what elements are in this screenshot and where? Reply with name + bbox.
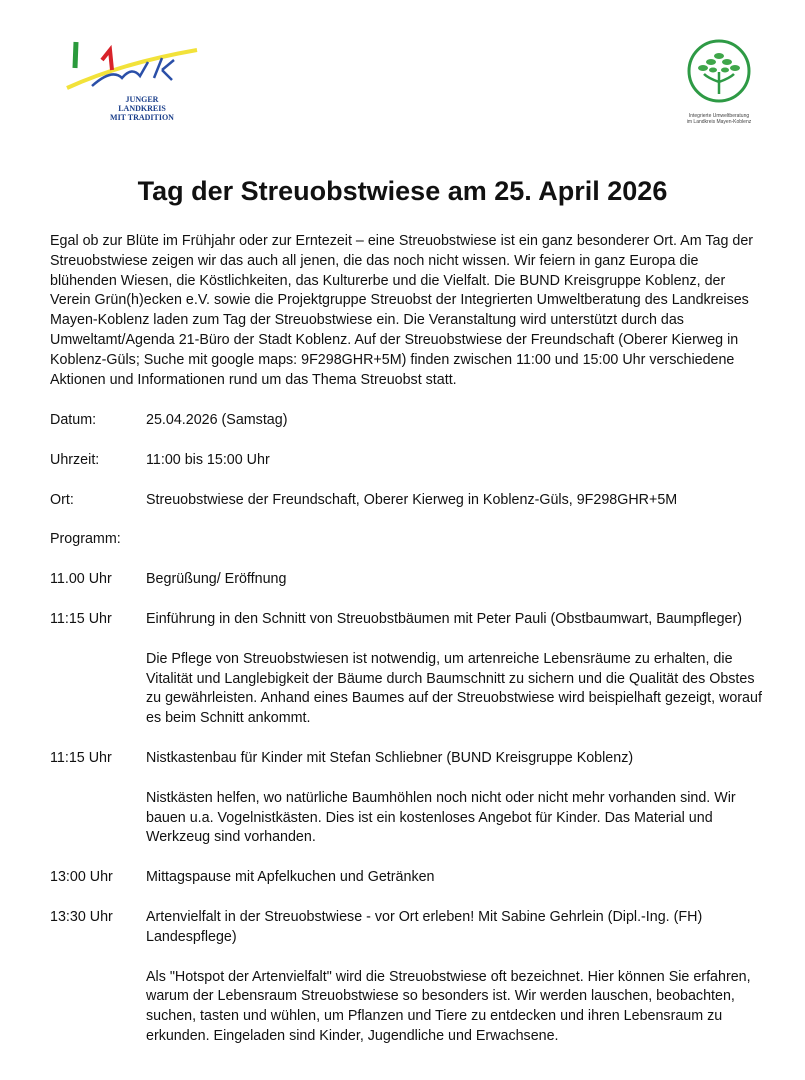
program-description: Als "Hotspot der Artenvielfalt" wird die Streuobstwiese oft bezeichnet. Hier können Sie erfahren, warum der Lebensraum Streuobstwiese so besonders ist. Wir werden lauschen, beobachten, suchen, tasten und wühlen, um Pflanzen und Tiere zu entdecken und ihren Lebensraum zu erkunden. Eingeladen sind Kinder, Jugendliche und Erwachsene. xyxy=(146,968,751,1044)
program-description: Die Pflege von Streuobstwiesen ist notwendig, um artenreiche Lebensräume zu erhalten, die Vitalität und Langlebigkeit der Bäume durch Baumschnitt zu sichern und die Qualität des Obstes zu gewährleisten. Anhand eines Baumes auf der Streuobstwiese wird beispielhaft gezeigt, worauf es beim Schnitt ankommt. xyxy=(146,650,762,727)
detail-row-time xyxy=(50,451,762,471)
myk-logo-graphic xyxy=(62,38,202,98)
page-title: Tag der Streuobstwiese am 25. April 2026 xyxy=(137,176,668,206)
detail-label: Uhrzeit: xyxy=(50,451,100,468)
detail-value: 25.04.2026 (Samstag) xyxy=(146,412,288,428)
intro-paragraph: Egal ob zur Blüte im Frühjahr oder zur Erntezeit – eine Streuobstwiese ist ein ganz besonderer Ort. Am Tag der Streuobstwiese zeigen wir das auch all jenen, die das noch nicht wissen. Wir feiern in ganz Europa die blühenden Wiesen, die Köstlichkeiten, das Kulturerbe und die Vielfalt. Die BUND Kreisgruppe Koblenz, der Verein Grün(h)ecken e.V. sowie die Projektgruppe Streuobst der Integrierten Umweltberatung des Landkreises Mayen-Koblenz laden zum Tag der Streuobstwiese ein. Die Veranstaltung wird unterstützt durch das Umweltamt/Agenda 21-Büro der Stadt Koblenz. Auf der Streuobstwiese der Freundschaft (Oberer Kierweg in Koblenz-Güls; Suche mit google maps: 9F298GHR+5M) finden zwischen 11:00 und 15:00 Uhr verschiedene Aktionen und Informationen rund um das Thema Streuobst statt. xyxy=(50,233,754,388)
program-item xyxy=(50,610,762,729)
logo-caption-line: JUNGER LANDKREIS xyxy=(118,95,166,113)
program-title: Artenvielfalt in der Streuobstwiese - vor Ort erleben! Mit Sabine Gehrlein (Dipl.-Ing. (FH) Landespflege) xyxy=(146,908,703,945)
program-label: Programm: xyxy=(50,531,121,548)
program-time: 13:00 Uhr xyxy=(50,869,113,886)
detail-value: 11:00 bis 15:00 Uhr xyxy=(146,451,270,468)
program-title: Einführung in den Schnitt von Streuobstbäumen mit Peter Pauli (Obstbaumwart, Baumpfleger) xyxy=(146,610,743,627)
logo-caption xyxy=(679,113,759,125)
logo-caption-line: MIT TRADITION xyxy=(110,113,174,122)
detail-row-location xyxy=(50,491,762,511)
logo-junger-landkreis xyxy=(62,38,202,123)
program-heading xyxy=(50,530,762,550)
logo-caption-line: Integrierte Umweltberatung xyxy=(688,112,750,119)
logo-umweltberatung xyxy=(684,38,754,125)
program-time: 11.00 Uhr xyxy=(50,571,112,588)
logo-caption-line: im Landkreis Mayen-Koblenz xyxy=(686,118,752,125)
detail-label: Datum: xyxy=(50,412,97,428)
event-details xyxy=(50,411,762,1067)
program-item xyxy=(50,908,762,1047)
program-time: 11:15 Uhr xyxy=(50,749,112,766)
logo-caption xyxy=(104,95,180,122)
detail-value: Streuobstwiese der Freundschaft, Oberer Kierweg in Koblenz-Güls, 9F298GHR+5M xyxy=(146,491,678,508)
program-description: Nistkästen helfen, wo natürliche Baumhöhlen noch nicht oder nicht mehr vorhanden sind. Wir bauen u.a. Vogelnistkästen. Dies ist ein kostenloses Angebot für Kinder. Das Material und Werkzeug sind vorhanden. xyxy=(146,789,736,846)
detail-label: Ort: xyxy=(50,491,74,508)
program-time: 11:15 Uhr xyxy=(50,610,112,627)
program-item xyxy=(50,868,762,888)
program-item xyxy=(50,749,762,848)
detail-row-date xyxy=(50,411,762,431)
program-time: 13:30 Uhr xyxy=(50,908,113,925)
program-item xyxy=(50,570,762,590)
program-title: Nistkastenbau für Kinder mit Stefan Schliebner (BUND Kreisgruppe Koblenz) xyxy=(146,749,634,766)
program-title: Begrüßung/ Eröffnung xyxy=(146,571,287,588)
tree-logo-icon xyxy=(686,38,752,104)
program-title: Mittagspause mit Apfelkuchen und Getränken xyxy=(146,869,435,886)
